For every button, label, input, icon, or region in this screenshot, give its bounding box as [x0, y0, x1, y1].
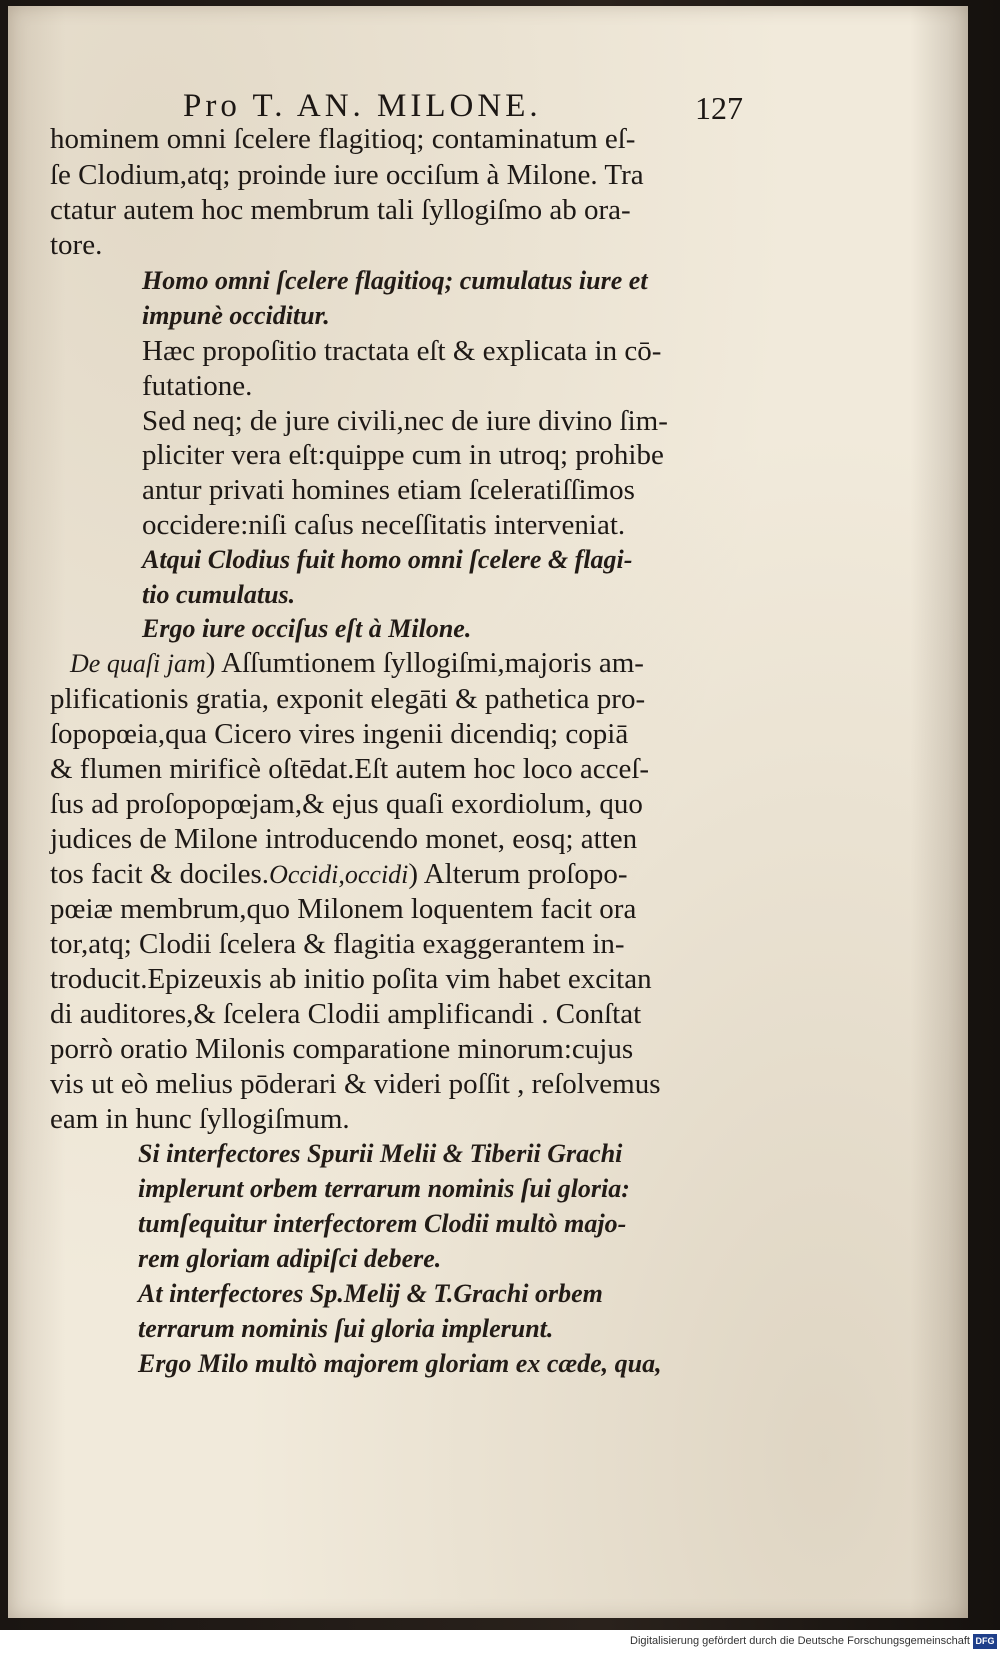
text-line: porrò oratio Milonis comparatione minorum:cujus: [50, 1033, 634, 1065]
text-line: plificationis gratia, exponit elegāti & pathetica pro-: [50, 683, 646, 715]
text-line: Hæc propoſitio tractata eſt & explicata in cō-: [142, 335, 662, 367]
book-page: [8, 6, 968, 1618]
text-line: antur privati homines etiam ſceleratiſſimos: [142, 474, 635, 506]
running-title: Pro T. AN. MILONE.: [183, 88, 542, 124]
syllogism-minor-premise: terrarum nominis ſui gloria implerunt.: [138, 1314, 554, 1343]
footer-bar: [0, 1630, 1000, 1655]
text-line: ſus ad proſopopœjam,& ejus quaſi exordiolum, quo: [50, 788, 643, 820]
text-line: pœiæ membrum,quo Milonem loquentem facit ora: [50, 893, 637, 925]
syllogism-conclusion: Ergo iure occiſus eſt à Milone.: [142, 614, 472, 643]
syllogism-minor-premise: Atqui Clodius fuit homo omni ſcelere & flagi-: [142, 545, 633, 574]
text-line: di auditores,& ſcelera Clodii amplificandi . Conſtat: [50, 998, 642, 1030]
text-line: ſopopœia,qua Cicero vires ingenii dicendiq; copiā: [50, 718, 629, 750]
text-line: vis ut eò melius pōderari & videri poſſit , reſolvemus: [50, 1068, 661, 1100]
dfg-logo-icon: DFG: [973, 1634, 997, 1649]
text-line: troducit.Epizeuxis ab initio poſita vim habet excitan: [50, 963, 652, 995]
text-line: hominem omni ſcelere flagitioq; contaminatum eſ-: [50, 123, 636, 155]
syllogism-major-premise: tumſequitur interfectorem Clodii multò majo-: [138, 1209, 627, 1238]
text-line: occidere:niſi caſus neceſſitatis interveniat.: [142, 509, 626, 541]
syllogism-major-premise: Homo omni ſcelere flagitioq; cumulatus iure et: [142, 266, 648, 295]
syllogism-major-premise: impunè occiditur.: [142, 301, 330, 330]
syllogism-conclusion: Ergo Milo multò majorem gloriam ex cæde, qua,: [138, 1349, 662, 1378]
text-segment: ) Alterum proſopo-: [408, 858, 628, 890]
syllogism-major-premise: rem gloriam adipiſci debere.: [138, 1244, 442, 1273]
syllogism-minor-premise: At interfectores Sp.Melij & T.Grachi orbem: [138, 1279, 603, 1308]
text-segment: ) Aſſumtionem ſyllogiſmi,majoris am-: [205, 647, 644, 679]
page-number: 127: [695, 90, 743, 126]
text-line: ctatur autem hoc membrum tali ſyllogiſmo ab ora-: [50, 194, 631, 226]
text-line: Sed neq; de jure civili,nec de iure divino ſim-: [142, 405, 668, 437]
text-line: pliciter vera eſt:quippe cum in utroq; prohibe: [142, 439, 664, 471]
text-line: tor,atq; Clodii ſcelera & flagitia exaggerantem in-: [50, 928, 625, 960]
text-line: [70, 646, 644, 681]
text-line: eam in hunc ſyllogiſmum.: [50, 1103, 350, 1135]
lemma: Occidi,occidi: [269, 860, 409, 889]
text-line: ſe Clodium,atq; proinde iure occiſum à Milone. Tra: [50, 159, 644, 191]
text-line: judices de Milone introducendo monet, eosq; atten: [50, 823, 638, 855]
text-line: futatione.: [142, 370, 253, 402]
syllogism-minor-premise: tio cumulatus.: [142, 580, 296, 609]
text-line: [50, 857, 627, 892]
funding-credit: Digitalisierung gefördert durch die Deutsche Forschungsgemeinschaft: [630, 1635, 970, 1647]
syllogism-major-premise: implerunt orbem terrarum nominis ſui gloria:: [138, 1174, 630, 1203]
syllogism-major-premise: Si interfectores Spurii Melii & Tiberii Grachi: [138, 1139, 623, 1168]
text-segment: tos facit & dociles.: [50, 858, 270, 890]
text-line: tore.: [50, 229, 103, 261]
text-line: & flumen mirificè oſtēdat.Eſt autem hoc loco acceſ-: [50, 753, 650, 785]
lemma: De quaſi jam: [70, 649, 206, 678]
